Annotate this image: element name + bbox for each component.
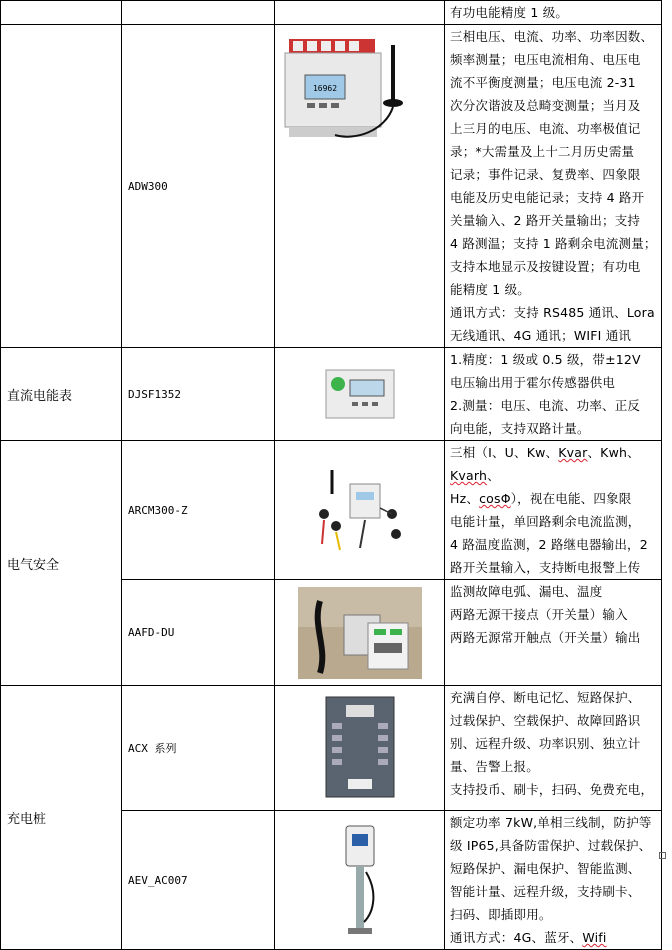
desc-line: 能精度 1 级。	[450, 282, 530, 297]
aev-ac007-charger-image	[330, 822, 390, 938]
acx-charging-module-image	[320, 693, 400, 803]
category-cell	[1, 1, 122, 25]
desc-line: 记录；事件记录、复费率、四象限	[450, 167, 641, 182]
model-name: ADW300	[128, 179, 168, 193]
desc-fragment: Kvarh	[450, 468, 488, 483]
desc-line: 1.精度：1 级或 0.5 级，带±12V	[450, 352, 641, 367]
desc-fragment: Wifi	[582, 930, 607, 945]
desc-line: 电能计量，单回路剩余电流监测，	[450, 514, 641, 529]
djsf1352-meter-image	[320, 364, 400, 424]
model-cell	[122, 580, 275, 686]
model-cell	[122, 686, 275, 811]
desc-line: 支持投币、刷卡，扫码、免费充电，	[450, 782, 654, 797]
model-cell	[122, 1, 275, 25]
desc-cell	[445, 441, 662, 580]
desc-line: 通讯方式：支持 RS485 通讯、Lora	[450, 305, 655, 320]
image-cell	[275, 811, 445, 950]
model-cell	[122, 811, 275, 950]
model-name: ACX 系列	[128, 742, 177, 755]
adw300-meter-image	[275, 31, 425, 151]
desc-line: 4 路温度监测，2 路继电器输出，2	[450, 537, 648, 552]
table-row	[1, 348, 662, 441]
desc-line: 额定功率 7kW,单相三线制，防护等	[450, 815, 652, 830]
desc-line: 监测故障电弧、漏电、温度	[450, 584, 603, 599]
page-corner-marker	[659, 852, 666, 859]
desc-line: 上三月的电压、电流、功率极值记	[450, 121, 641, 136]
desc-line	[450, 487, 659, 510]
svg-text:16962: 16962	[312, 84, 338, 93]
desc-line: 4 路测温；支持 1 路剩余电流测量；	[450, 236, 657, 251]
model-name: AEV_AC007	[128, 873, 188, 887]
model-cell	[122, 441, 275, 580]
desc-line: 量、告警上报。	[450, 759, 539, 774]
desc-cell	[445, 1, 662, 25]
desc-line: 支持本地显示及按键设置；有功电	[450, 259, 641, 274]
desc-cell	[445, 580, 662, 686]
desc-cell	[445, 811, 662, 950]
desc-line: 流不平衡度测量；电压电流 2-31	[450, 75, 636, 90]
desc-line: 次分次谐波及总畸变测量；当月及	[450, 98, 641, 113]
table-row	[1, 686, 662, 811]
model-cell	[122, 348, 275, 441]
table-row	[1, 441, 662, 580]
desc-line: 级 IP65,具备防雷保护、过载保护、	[450, 838, 652, 853]
image-cell	[275, 348, 445, 441]
image-cell	[275, 441, 445, 580]
desc-line: 2.测量：电压、电流、功率、正反	[450, 398, 641, 413]
desc-line: 过载保护、空载保护、故障回路识	[450, 713, 641, 728]
desc-line: 录；*大需量及上十二月历史需量	[450, 144, 635, 159]
model-cell	[122, 25, 275, 348]
desc-fragment: Kvar	[558, 445, 588, 460]
desc-cell	[445, 686, 662, 811]
desc-line: 向电能，支持双路计量。	[450, 421, 590, 436]
desc-fragment: ），视在电能、四象限	[510, 491, 632, 506]
table-row	[1, 1, 662, 25]
category-label: 电气安全	[7, 557, 60, 573]
desc-cell	[445, 348, 662, 441]
category-label: 直流电能表	[7, 388, 73, 404]
desc-line: 无线通讯、4G 通讯；WIFI 通讯	[450, 328, 632, 343]
desc-fragment: 通讯方式：4G、蓝牙、	[450, 930, 583, 945]
table-row	[1, 25, 662, 348]
desc-fragment: Hz、	[450, 491, 480, 506]
desc-line	[450, 926, 659, 949]
desc-line: 有功电能精度 1 级。	[450, 5, 569, 20]
desc-fragment: 三相（I、U、Kw、	[450, 445, 559, 460]
desc-cell	[445, 25, 662, 348]
desc-line: 路开关量输入，支持断电报警上传	[450, 560, 641, 575]
desc-line: 两路无源干接点（开关量）输入	[450, 607, 628, 622]
desc-line: 关量输入、2 路开关量输出；支持	[450, 213, 641, 228]
image-cell	[275, 686, 445, 811]
desc-line: 电压输出用于霍尔传感器供电	[450, 375, 616, 390]
desc-fragment: 、Kwh、	[587, 445, 640, 460]
aafd-du-photo	[298, 587, 422, 679]
image-cell	[275, 580, 445, 686]
image-cell	[275, 25, 445, 348]
model-name: AAFD-DU	[128, 626, 175, 639]
desc-fragment: cosΦ	[479, 491, 511, 506]
desc-line: 两路无源常开触点（开关量）输出	[450, 630, 641, 645]
image-cell	[275, 1, 445, 25]
model-name: ARCM300-Z	[128, 503, 188, 517]
desc-line: 短路保护、漏电保护、智能监测、	[450, 861, 641, 876]
category-cell	[1, 348, 122, 441]
desc-line: 三相电压、电流、功率、功率因数、	[450, 29, 654, 44]
desc-fragment: 、	[487, 468, 500, 483]
desc-line: 别、远程升级、功率识别、独立计	[450, 736, 641, 751]
desc-line: 充满自停、断电记忆、短路保护、	[450, 690, 641, 705]
arcm300-image	[310, 464, 410, 556]
desc-line	[450, 441, 659, 487]
category-cell	[1, 686, 122, 950]
category-label: 充电桩	[7, 812, 47, 827]
category-cell	[1, 441, 122, 686]
desc-line: 智能计量、远程升级，支持刷卡、	[450, 884, 641, 899]
desc-line: 电能及历史电能记录；支持 4 路开	[450, 190, 645, 205]
desc-line: 扫码、即插即用。	[450, 907, 552, 922]
category-cell	[1, 25, 122, 348]
model-name: DJSF1352	[128, 387, 181, 401]
desc-line: 频率测量；电压电流相角、电压电	[450, 52, 641, 67]
